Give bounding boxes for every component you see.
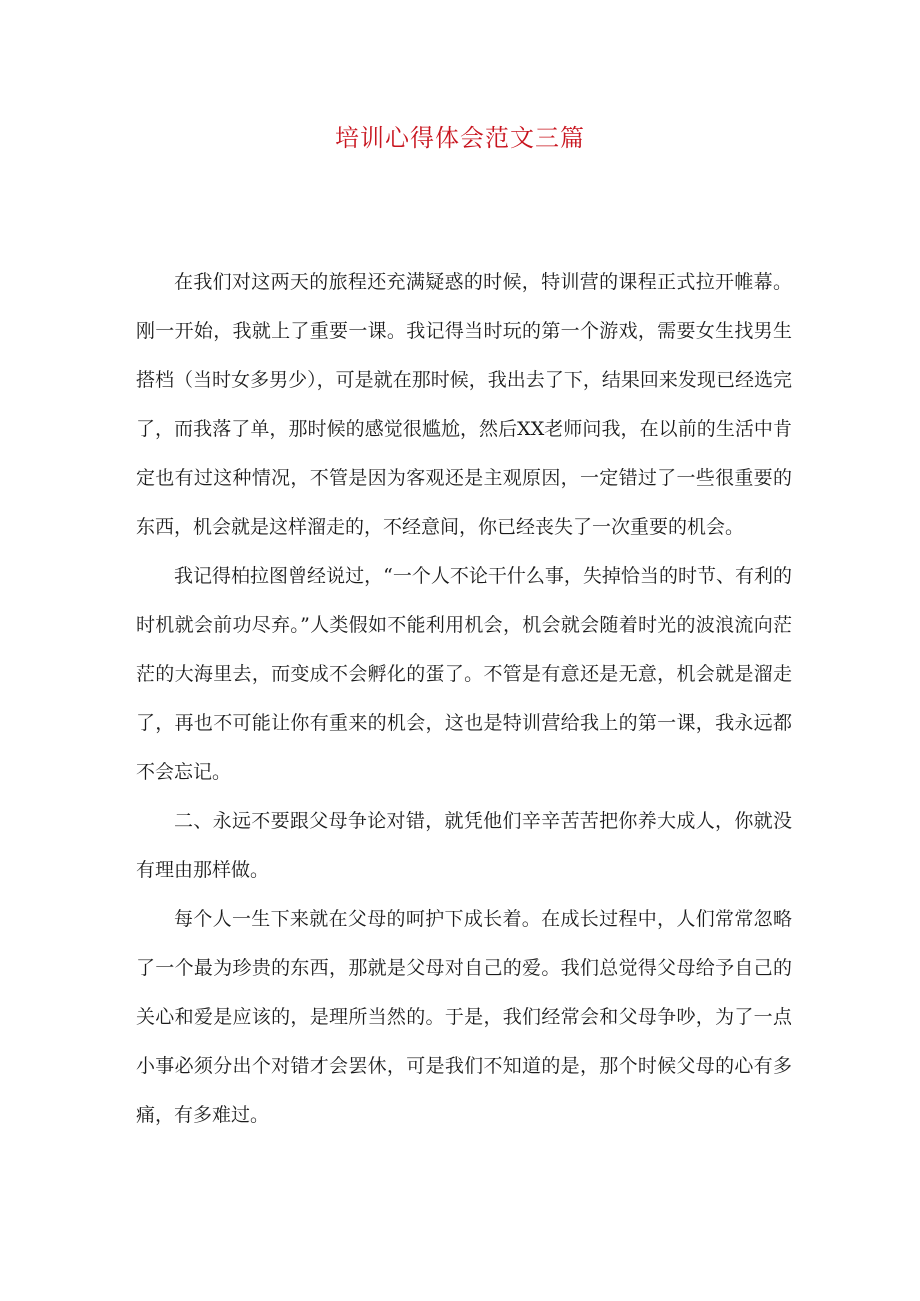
paragraph-2: 我记得柏拉图曾经说过，“一个人不论干什么事，失掉恰当的时节、有利的时机就会前功尽弃。”人类假如不能利用机会，机会就会随着时光的波浪流向茫茫的大海里去，而变成不会孵化的蛋了。不管是有意还是无意，机会就是溜走了，再也不可能让你有重来的机会，这也是特训营给我上的第一课，我永远都不会忘记。 [136,565,792,783]
paragraph-3: 二、永远不要跟父母争论对错，就凭他们辛辛苦苦把你养大成人，你就没有理由那样做。 [136,810,792,881]
paragraph-1: 在我们对这两天的旅程还充满疑惑的时候，特训营的课程正式拉开帷幕。刚一开始，我就上了重要一课。我记得当时玩的第一个游戏，需要女生找男生搭档（当时女多男少），可是就在那时候，我出去了下，结果回来发现已经选完了，而我落了单，那时候的感觉很尴尬，然后XX老师问我，在以前的生活中肯定也有过这种情况，不管是因为客观还是主观原因，一定错过了一些很重要的东西，机会就是这样溜走的，不经意间，你已经丧失了一次重要的机会。 [136,271,792,538]
document-body [136,258,792,1140]
paragraph-4: 每个人一生下来就在父母的呵护下成长着。在成长过程中，人们常常忽略了一个最为珍贵的东西，那就是父母对自己的爱。我们总觉得父母给予自己的关心和爱是应该的，是理所当然的。于是，我们经常会和父母争吵，为了一点小事必须分出个对错才会罢休，可是我们不知道的是，那个时候父母的心有多痛，有多难过。 [136,908,792,1126]
document-title: 培训心得体会范文三篇 [335,124,585,152]
